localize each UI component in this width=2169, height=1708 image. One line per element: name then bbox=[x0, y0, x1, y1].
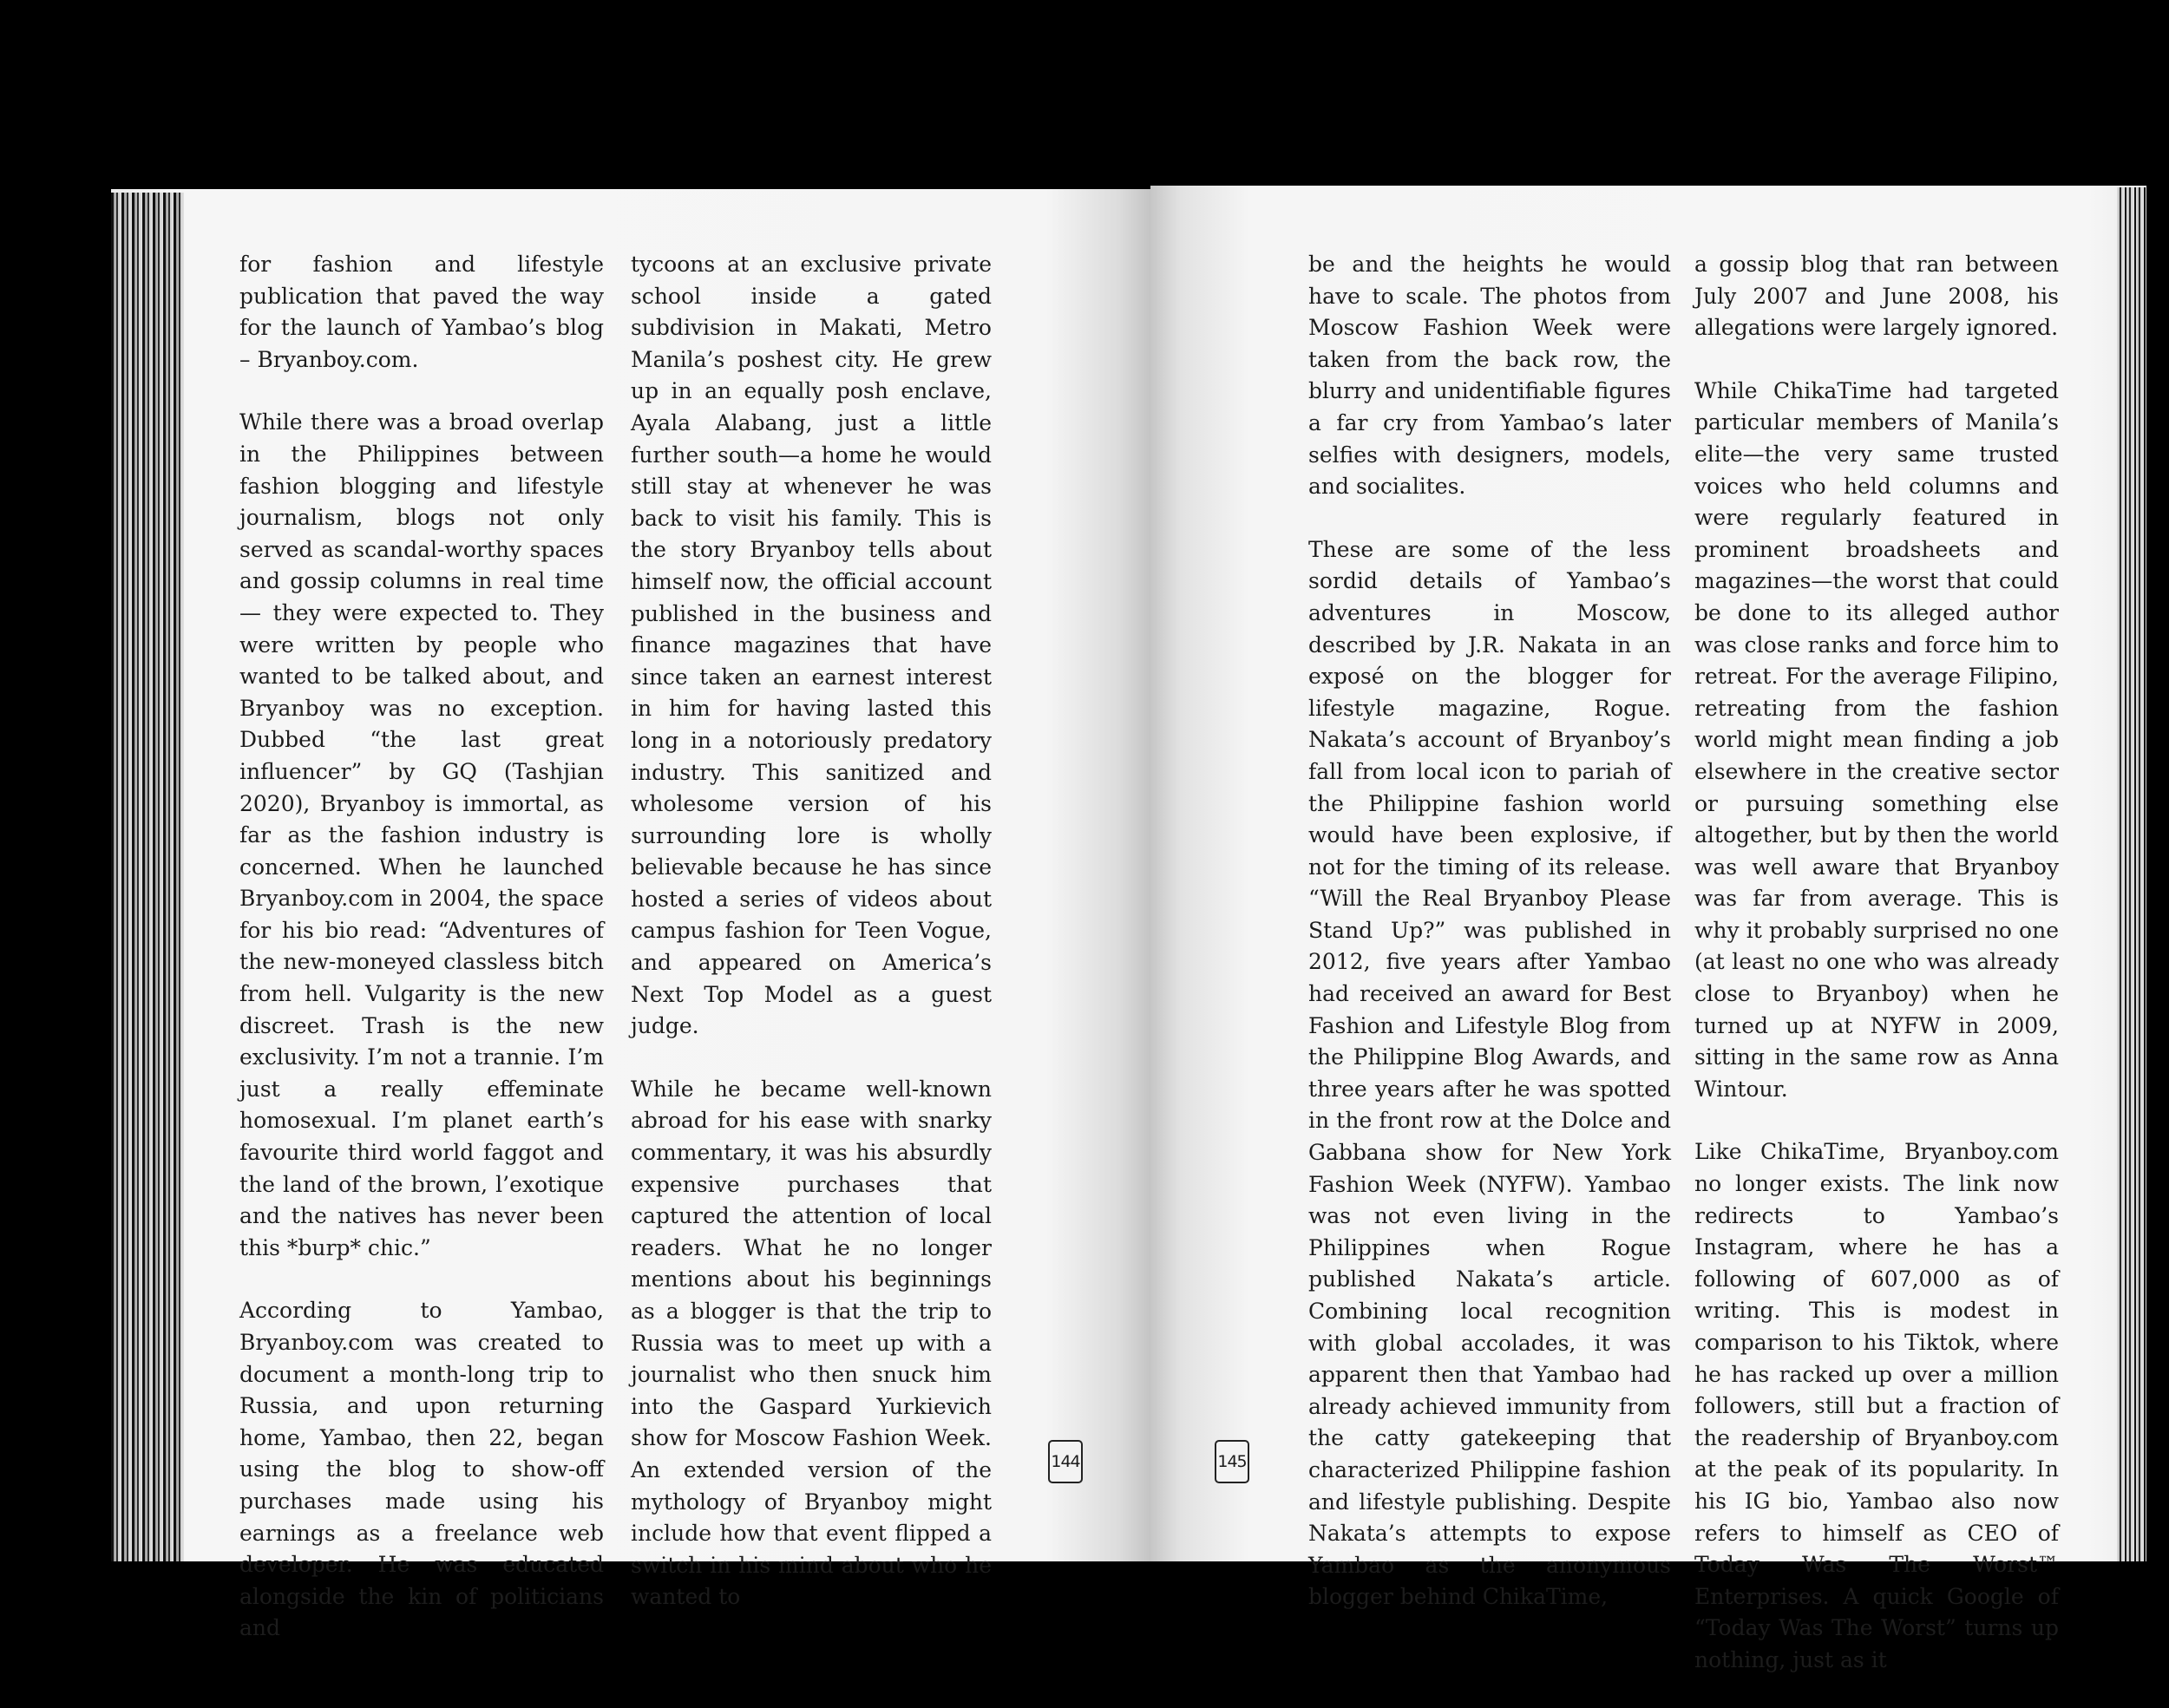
page-number-right: 145 bbox=[1215, 1440, 1249, 1483]
paragraph: a gossip blog that ran between July 2007 and June 2008, his allegations were largely ignored. bbox=[1694, 252, 2059, 341]
page-number-left: 144 bbox=[1048, 1440, 1083, 1483]
paragraph: Like ChikaTime, Bryanboy.com no longer exists. The link now redirects to Yambao’s Instagram, where he has a following of 607,000 as of writing. This is modest in comparison to his Tiktok, where he has racked up over a million followers, still but a fraction of the readership of Bryanboy.com at the peak of its popularity. In his IG bio, Yambao also now refers to himself as CEO of Today Was The Worst™ Enterprises. A quick Google of “Today Was The Worst” turns up nothing, just as it bbox=[1694, 1139, 2059, 1672]
paragraph: tycoons at an exclusive private school inside a gated subdivision in Makati, Metro Manila’s poshest city. He grew up in an equally posh enclave, Ayala Alabang, just a little further south—a home he would still stay at whenever he was back to visit his family. This is the story Bryanboy tells about himself now, the official account published in the business and finance magazines that have since taken an earnest interest in him for having lasted this long in a notoriously predatory industry. This sanitized and wholesome version of his surrounding lore is wholly believable because he has since hosted a series of videos about campus fashion for Teen Vogue, and appeared on America’s Next Top Model as a guest judge. bbox=[631, 252, 992, 1039]
paragraph: for fashion and lifestyle publication that paved the way for the launch of Yambao’s blog – Bryanboy.com. bbox=[239, 252, 604, 372]
left-page-column-1 bbox=[239, 249, 604, 1645]
paragraph: According to Yambao, Bryanboy.com was created to document a month-long trip to Russia, and upon returning home, Yambao, then 22, began using the blog to show-off purchases made using his earnings as a freelance web developer. He was educated alongside the kin of politicians and bbox=[239, 1298, 604, 1641]
left-page-edge-stack bbox=[111, 193, 184, 1561]
right-page-edge-stack bbox=[2117, 187, 2146, 1561]
paragraph: While ChikaTime had targeted particular members of Manila’s elite—the very same trusted voices who held columns and were regularly featured in prominent broadsheets and magazines—the worst that could be done to its alleged author was close ranks and force him to retreat. For the average Filipino, retreating from the fashion world might mean finding a job elsewhere in the creative sector or pursuing something else altogether, but by then the world was well aware that Bryanboy was far from average. This is why it probably surprised no one (at least no one who was already close to Bryanboy) when he turned up at NYFW in 2009, sitting in the same row as Anna Wintour. bbox=[1694, 377, 2059, 1102]
left-page-column-2 bbox=[631, 249, 992, 1613]
right-page-column-1 bbox=[1308, 249, 1671, 1613]
paragraph: These are some of the less sordid details of Yambao’s adventures in Moscow, described by J.R. Nakata in an exposé on the blogger for lifestyle magazine, Rogue. Nakata’s account of Bryanboy’s fall from local icon to pariah of the Philippine fashion world would have been explosive, if not for the timing of its release. “Will the Real Bryanboy Please Stand Up?” was published in 2012, five years after Yambao had received an award for Best Fashion and Lifestyle Blog from the Philippine Blog Awards, and three years after he was spotted in the front row at the Dolce and Gabbana show for New York Fashion Week (NYFW). Yambao was not even living in the Philippines when Rogue published Nakata’s article. Combining local recognition with global accolades, it was apparent then that Yambao had already achieved immunity from the catty gatekeeping that characterized Philippine fashion and lifestyle publishing. Despite Nakata’s attempts to expose Yambao as the anonymous blogger behind ChikaTime, bbox=[1308, 536, 1671, 1610]
paragraph: be and the heights he would have to scale. The photos from Moscow Fashion Week were taken from the back row, the blurry and unidentifiable figures a far cry from Yambao’s later selfies with designers, models, and socialites. bbox=[1308, 252, 1671, 500]
right-page-column-2 bbox=[1694, 249, 2059, 1677]
paragraph: While there was a broad overlap in the Philippines between fashion blogging and lifestyle journalism, blogs not only served as scandal-worthy spaces and gossip columns in real time— they were expected to. They were written by people who wanted to be talked about, and Bryanboy was no exception. Dubbed “the last great influencer” by GQ (Tashjian 2020), Bryanboy is immortal, as far as the fashion industry is concerned. When he launched Bryanboy.com in 2004, the space for his bio read: “Adventures of the new-moneyed classless bitch from hell. Vulgarity is the new discreet. Trash is the new exclusivity. I’m not a trannie. I’m just a really effeminate homosexual. I’m planet earth’s favourite third world faggot and the land of the brown, l’exotique and the natives has never been this *burp* chic.” bbox=[239, 409, 604, 1260]
paragraph: While he became well-known abroad for his ease with snarky commentary, it was his absurdly expensive purchases that captured the attention of local readers. What he no longer mentions about his beginnings as a blogger is that the trip to Russia was to meet up with a journalist who then snuck him into the Gaspard Yurkievich show for Moscow Fashion Week. An extended version of the mythology of Bryanboy might include how that event flipped a switch in his mind about who he wanted to bbox=[631, 1076, 992, 1610]
